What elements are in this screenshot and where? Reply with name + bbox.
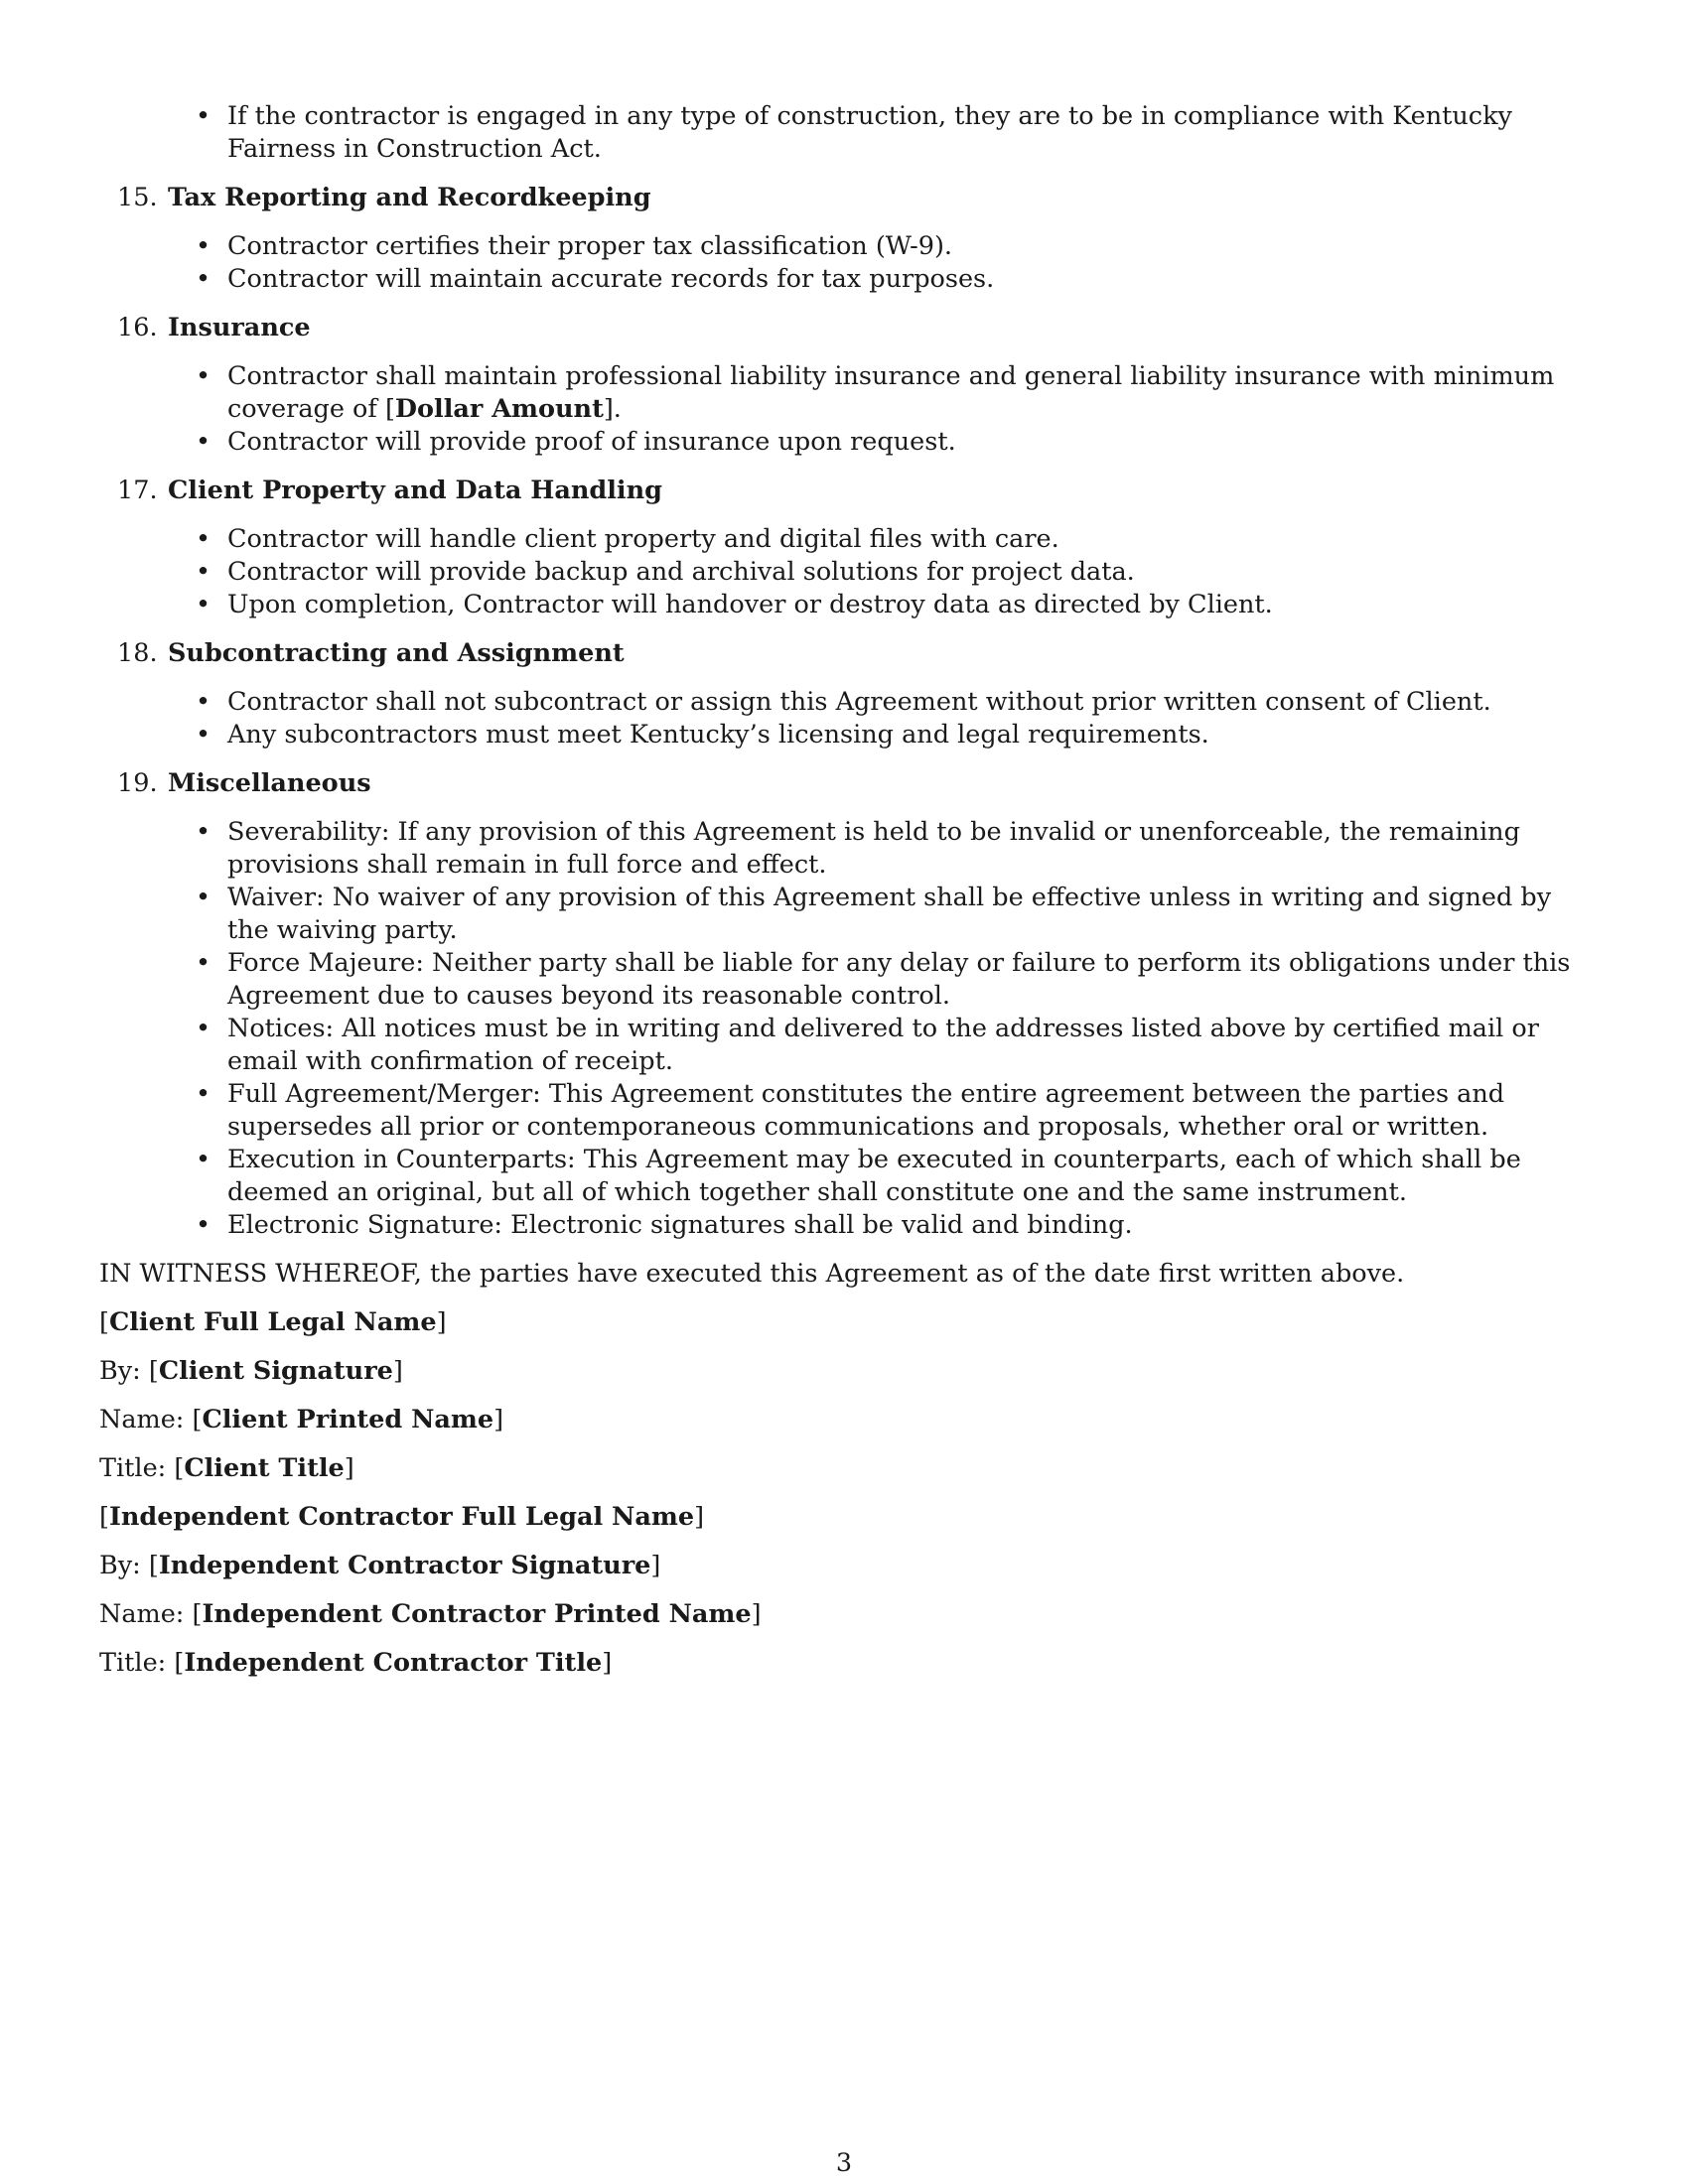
list-item: • Full Agreement/Merger: This Agreement constitutes the entire agreement between the parties and supersedes all prior or contemporaneous communications and proposals, whether oral or written. [99,1078,1589,1144]
section-heading [99,637,1589,670]
contractor-legal-name: [Independent Contractor Full Legal Name] [99,1502,705,1532]
section-title: Miscellaneous [168,768,371,798]
section-title: Subcontracting and Assignment [168,638,625,668]
list-item: • If the contractor is engaged in any type of construction, they are to be in compliance with Kentucky Fairness in Construction Act. [99,100,1589,166]
section-18 [99,637,1589,751]
intro-bullet-list [99,100,1589,166]
document-body [99,100,1589,1680]
section-number: 16. [117,313,158,342]
list-item: • Contractor will provide proof of insurance upon request. [99,426,1589,459]
section-heading [99,475,1589,507]
list-item: • Contractor will maintain accurate records for tax purposes. [99,263,1589,296]
list-item: • Contractor shall not subcontract or assign this Agreement without prior written consent of Client. [99,686,1589,719]
list-item [99,360,1589,426]
section-title: Tax Reporting and Recordkeeping [168,183,651,212]
section-19 [99,767,1589,1242]
bullet-list [99,360,1589,459]
section-title: Client Property and Data Handling [168,476,662,505]
bullet-list [99,523,1589,621]
bullet-text: Contractor shall maintain professional liability insurance and general liability insurance with minimum coverage of [ [227,361,1555,424]
section-heading [99,767,1589,800]
section-number: 18. [117,638,158,668]
list-item: • Execution in Counterparts: This Agreement may be executed in counterparts, each of which shall be deemed an original, but all of which together shall constitute one and the same instrument. [99,1144,1589,1209]
section-number: 19. [117,768,158,798]
contractor-signature-line: By: [Independent Contractor Signature] [99,1551,661,1580]
client-legal-name: [Client Full Legal Name] [99,1307,447,1337]
section-15 [99,182,1589,296]
section-heading [99,182,1589,214]
list-item: • Any subcontractors must meet Kentucky’s licensing and legal requirements. [99,719,1589,751]
section-heading [99,312,1589,344]
list-item: • Contractor will handle client property and digital files with care. [99,523,1589,556]
list-item: • Force Majeure: Neither party shall be liable for any delay or failure to perform its obligations under this Agreement due to causes beyond its reasonable control. [99,947,1589,1013]
page-number: 3 [835,2148,853,2178]
list-item: • Electronic Signature: Electronic signatures shall be valid and binding. [99,1209,1589,1242]
bullet-text-end: ]. [603,394,622,424]
contractor-title-line: Title: [Independent Contractor Title] [99,1648,613,1678]
list-item: • Upon completion, Contractor will handover or destroy data as directed by Client. [99,589,1589,621]
client-title-line: Title: [Client Title] [99,1453,354,1483]
section-number: 17. [117,476,158,505]
bullet-list [99,230,1589,296]
list-item: • Contractor will provide backup and archival solutions for project data. [99,556,1589,589]
section-17 [99,475,1589,621]
contractor-printed-name-line: Name: [Independent Contractor Printed Name] [99,1599,762,1629]
list-item: • Waiver: No waiver of any provision of this Agreement shall be effective unless in writing and signed by the waiving party. [99,882,1589,947]
list-item: • Notices: All notices must be in writing and delivered to the addresses listed above by certified mail or email with confirmation of receipt. [99,1013,1589,1078]
bullet-list [99,816,1589,1242]
section-16 [99,312,1589,459]
client-signature-line: By: [Client Signature] [99,1356,403,1386]
dollar-amount-placeholder: Dollar Amount [394,394,604,424]
section-number: 15. [117,183,158,212]
witness-statement: IN WITNESS WHEREOF, the parties have executed this Agreement as of the date first written above. [99,1259,1405,1289]
list-item: • Severability: If any provision of this Agreement is held to be invalid or unenforceable, the remaining provisions shall remain in full force and effect. [99,816,1589,882]
bullet-list [99,686,1589,751]
client-printed-name-line: Name: [Client Printed Name] [99,1405,504,1434]
section-title: Insurance [168,313,311,342]
list-item: • Contractor certifies their proper tax classification (W-9). [99,230,1589,263]
